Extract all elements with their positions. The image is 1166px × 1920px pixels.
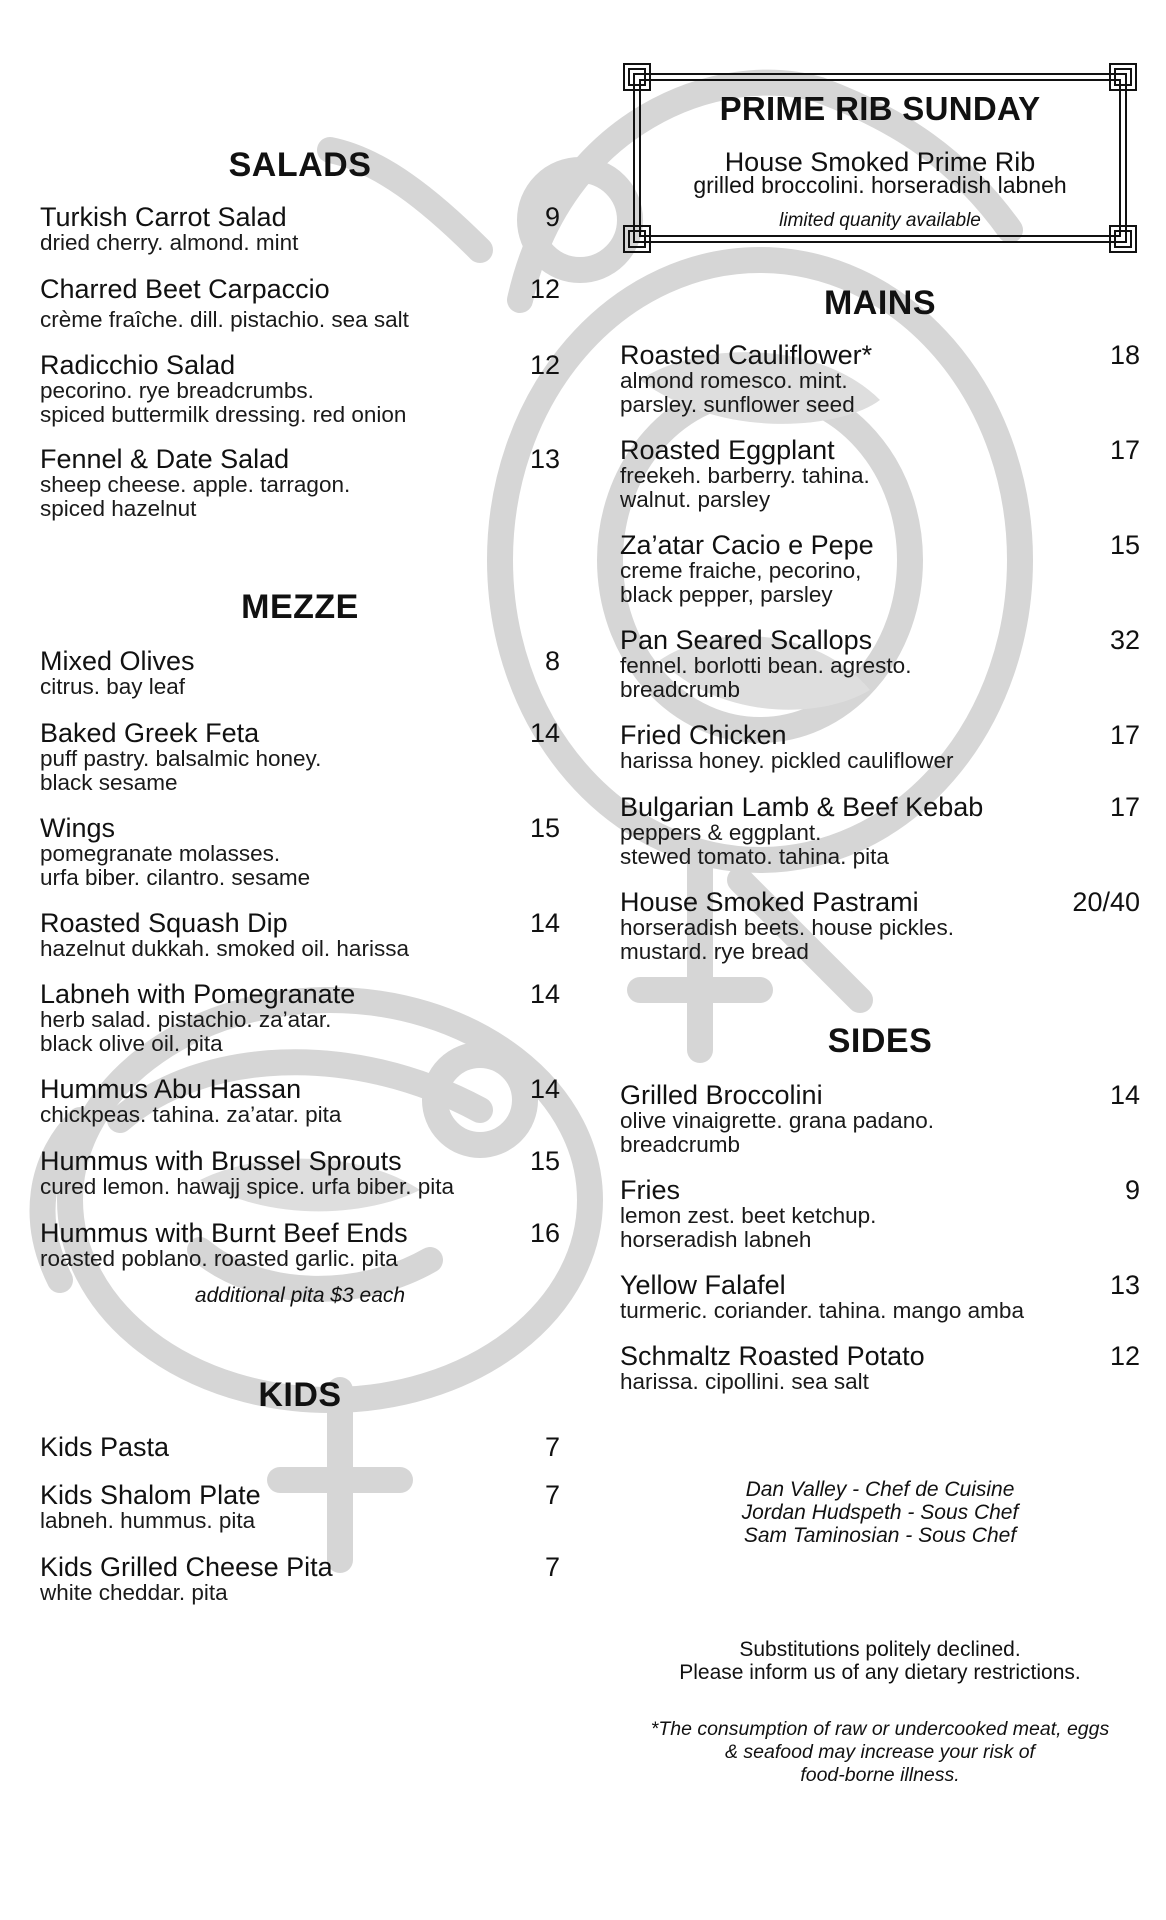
- menu-item: [40, 276, 560, 332]
- item-price: 16: [529, 1218, 560, 1248]
- substitution-policy: Substitutions politely declined. Please inform us of any dietary restrictions.: [679, 1638, 1081, 1684]
- item-description: pomegranate molasses. urfa biber. cilantro. sesame: [40, 841, 311, 890]
- section-title-sides: SIDES: [827, 1022, 933, 1060]
- item-name: Radicchio Salad: [40, 350, 236, 380]
- item-price: 13: [1109, 1270, 1140, 1300]
- menu-item: [40, 1220, 560, 1271]
- item-price: 7: [544, 1432, 560, 1462]
- item-name: Grilled Broccolini: [620, 1080, 823, 1110]
- item-price: 8: [544, 646, 560, 676]
- item-description: labneh. hummus. pita: [40, 1508, 256, 1533]
- item-name: Baked Greek Feta: [40, 718, 260, 748]
- item-price: 12: [1109, 1341, 1140, 1371]
- menu-item: [620, 437, 1140, 511]
- item-description: fennel. borlotti bean. agresto. breadcrumb: [620, 653, 912, 702]
- item-name: Yellow Falafel: [620, 1270, 786, 1300]
- item-name: Roasted Cauliflower*: [620, 340, 873, 370]
- item-name: Kids Pasta: [40, 1432, 170, 1462]
- item-description: hazelnut dukkah. smoked oil. harissa: [40, 936, 409, 961]
- item-price: 14: [529, 718, 560, 748]
- item-description: almond romesco. mint. parsley. sunflower seed: [620, 368, 855, 417]
- menu-item: [40, 815, 560, 889]
- menu-item: [620, 627, 1140, 701]
- section-title-kids: KIDS: [258, 1376, 342, 1414]
- menu-item: [40, 1076, 560, 1127]
- menu-item: [40, 1482, 560, 1533]
- menu-item: [40, 720, 560, 794]
- item-name: Fries: [620, 1175, 680, 1205]
- item-price: 7: [544, 1552, 560, 1582]
- item-name: Bulgarian Lamb & Beef Kebab: [620, 792, 984, 822]
- section-title-salads: SALADS: [228, 146, 372, 184]
- feature-availability-note: limited quanity available: [779, 210, 981, 231]
- item-description: pecorino. rye breadcrumbs. spiced buttermilk dressing. red onion: [40, 378, 407, 427]
- item-name: Turkish Carrot Salad: [40, 202, 287, 232]
- kitchen-staff-credits: Dan Valley - Chef de Cuisine Jordan Hudspeth - Sous Chef Sam Taminosian - Sous Chef: [741, 1478, 1019, 1547]
- item-description: sheep cheese. apple. tarragon. spiced hazelnut: [40, 472, 351, 521]
- item-name: Roasted Eggplant: [620, 435, 835, 465]
- menu-item: [620, 1082, 1140, 1156]
- item-description: olive vinaigrette. grana padano. breadcrumb: [620, 1108, 934, 1157]
- item-description: white cheddar. pita: [40, 1580, 228, 1605]
- item-description: freekeh. barberry. tahina. walnut. parsley: [620, 463, 870, 512]
- item-price: 14: [1109, 1080, 1140, 1110]
- item-price: 14: [529, 1074, 560, 1104]
- item-price: 12: [529, 350, 560, 380]
- feature-item-description: grilled broccolini. horseradish labneh: [693, 172, 1067, 198]
- prime-rib-feature-box: [620, 60, 1140, 256]
- item-description: citrus. bay leaf: [40, 674, 186, 699]
- item-price: 15: [1109, 530, 1140, 560]
- menu-item: [620, 342, 1140, 416]
- menu-item: [40, 1434, 560, 1461]
- item-name: Hummus with Brussel Sprouts: [40, 1146, 402, 1176]
- item-price: 7: [544, 1480, 560, 1510]
- item-name: Fennel & Date Salad: [40, 444, 290, 474]
- menu-item: [40, 648, 560, 699]
- item-price: 17: [1109, 435, 1140, 465]
- item-name: House Smoked Pastrami: [620, 887, 919, 917]
- menu-item: [40, 981, 560, 1055]
- menu-item: [620, 794, 1140, 868]
- item-name: Charred Beet Carpaccio: [40, 274, 330, 304]
- item-name: Kids Shalom Plate: [40, 1480, 261, 1510]
- item-name: Labneh with Pomegranate: [40, 979, 356, 1009]
- item-price: 17: [1109, 720, 1140, 750]
- item-name: Fried Chicken: [620, 720, 787, 750]
- menu-item: [40, 204, 560, 255]
- item-price: 15: [529, 1146, 560, 1176]
- item-description: puff pastry. balsalmic honey. black sesame: [40, 746, 322, 795]
- item-description: turmeric. coriander. tahina. mango amba: [620, 1298, 1024, 1323]
- feature-item-name: House Smoked Prime Rib: [724, 147, 1036, 177]
- item-description: lemon zest. beet ketchup. horseradish labneh: [620, 1203, 877, 1252]
- menu-item: [620, 532, 1140, 606]
- menu-item: [40, 1148, 560, 1199]
- item-price: 13: [529, 444, 560, 474]
- item-price: 20/40: [1072, 887, 1140, 917]
- section-title-mezze: MEZZE: [241, 588, 359, 626]
- item-description: harissa. cipollini. sea salt: [620, 1369, 869, 1394]
- feature-title: PRIME RIB SUNDAY: [719, 90, 1041, 127]
- item-price: 17: [1109, 792, 1140, 822]
- item-price: 14: [529, 908, 560, 938]
- item-description: crème fraîche. dill. pistachio. sea salt: [40, 307, 409, 332]
- item-price: 9: [1124, 1175, 1140, 1205]
- item-price: 15: [529, 813, 560, 843]
- item-description: horseradish beets. house pickles. mustard. rye bread: [620, 915, 954, 964]
- food-safety-disclaimer: *The consumption of raw or undercooked meat, eggs & seafood may increase your risk of food-borne illness.: [650, 1718, 1110, 1786]
- item-name: Mixed Olives: [40, 646, 195, 676]
- item-price: 9: [544, 202, 560, 232]
- item-name: Roasted Squash Dip: [40, 908, 288, 938]
- menu-item: [620, 1343, 1140, 1394]
- item-description: peppers & eggplant. stewed tomato. tahina. pita: [620, 820, 889, 869]
- item-name: Hummus with Burnt Beef Ends: [40, 1218, 408, 1248]
- item-price: 12: [529, 274, 560, 304]
- item-name: Pan Seared Scallops: [620, 625, 873, 655]
- item-price: 14: [529, 979, 560, 1009]
- menu-item: [620, 722, 1140, 773]
- item-name: Schmaltz Roasted Potato: [620, 1341, 925, 1371]
- item-name: Kids Grilled Cheese Pita: [40, 1552, 333, 1582]
- menu-item: [620, 1272, 1140, 1323]
- item-name: Wings: [40, 813, 116, 843]
- menu-item: [40, 352, 560, 426]
- item-description: herb salad. pistachio. za’atar. black olive oil. pita: [40, 1007, 332, 1056]
- item-description: harissa honey. pickled cauliflower: [620, 748, 954, 773]
- item-description: roasted poblano. roasted garlic. pita: [40, 1246, 398, 1271]
- pita-note: additional pita $3 each: [194, 1284, 406, 1307]
- item-description: chickpeas. tahina. za’atar. pita: [40, 1102, 342, 1127]
- item-description: creme fraiche, pecorino, black pepper, parsley: [620, 558, 862, 607]
- item-price: 18: [1109, 340, 1140, 370]
- menu-item: [620, 1177, 1140, 1251]
- menu-item: [40, 910, 560, 961]
- menu-item: [40, 1554, 560, 1605]
- section-title-mains: MAINS: [823, 284, 937, 322]
- item-name: Za’atar Cacio e Pepe: [620, 530, 874, 560]
- item-description: cured lemon. hawajj spice. urfa biber. pita: [40, 1174, 454, 1199]
- item-name: Hummus Abu Hassan: [40, 1074, 302, 1104]
- item-description: dried cherry. almond. mint: [40, 230, 299, 255]
- menu-item: [40, 446, 560, 520]
- menu-item: [620, 889, 1140, 963]
- item-price: 32: [1109, 625, 1140, 655]
